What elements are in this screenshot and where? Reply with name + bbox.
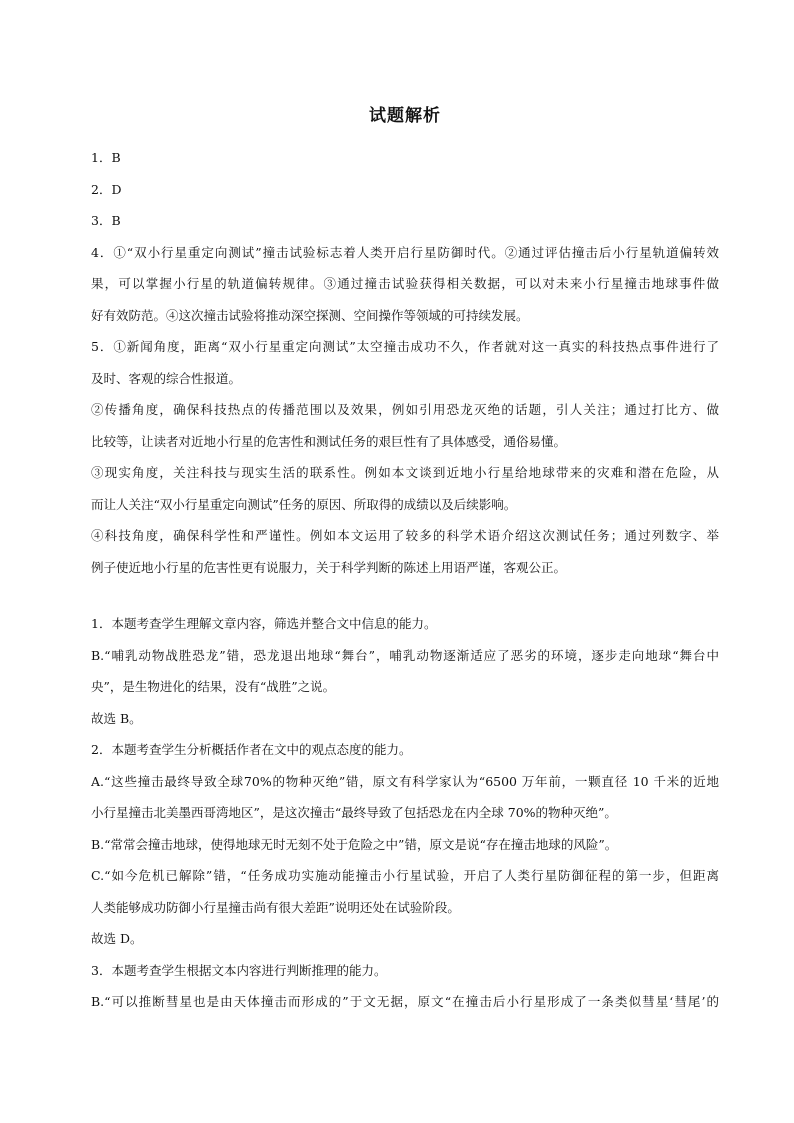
analysis-line-13: B.“可以推断彗星也是由天体撞击而形成的”于文无据，原文“在撞击后小行星形成了一条类似彗星‘彗尾’的 bbox=[91, 994, 719, 1009]
analysis-line-1: 1．本题考查学生理解文章内容，筛选并整合文中信息的能力。 bbox=[91, 616, 437, 631]
answer-3: 3．B bbox=[91, 213, 121, 228]
analysis-line-8: B.“常常会撞击地球，使得地球无时无刻不处于危险之中”错，原文是说“存在撞击地球的风险”。 bbox=[91, 836, 618, 852]
q4-line-3: 好有效防范。④这次撞击试验将推动深空探测、空间操作等领域的可持续发展。 bbox=[91, 307, 529, 323]
analysis-line-7: 小行星撞击北美墨西哥湾地区”，是这次撞击“最终导致了包括恐龙在内全球 70%的物种灭绝”。 bbox=[91, 805, 617, 820]
q5-line-7: ④科技角度，确保科学性和严谨性。例如本文运用了较多的科学术语介绍这次测试任务；通过列数字、举 bbox=[91, 528, 719, 543]
q5-line-3: ②传播角度，确保科技热点的传播范围以及效果，例如引用恐龙灭绝的话题，引人关注；通过打比方、做 bbox=[91, 402, 719, 417]
q4-line-1: 4．①“双小行星重定向测试”撞击试验标志着人类开启行星防御时代。②通过评估撞击后小行星轨道偏转效 bbox=[91, 244, 719, 260]
q5-line-6: 而让人关注“双小行星重定向测试”任务的原因、所取得的成绩以及后续影响。 bbox=[91, 496, 517, 512]
analysis-line-5: 2．本题考查学生分析概括作者在文中的观点态度的能力。 bbox=[91, 742, 412, 757]
q5-line-1: 5．①新闻角度，距离“双小行星重定向测试”太空撞击成功不久，作者就对这一真实的科技热点事件进行了 bbox=[91, 339, 719, 354]
q5-line-4: 比较等，让读者对近地小行星的危害性和测试任务的艰巨性有了具体感受，通俗易懂。 bbox=[91, 433, 567, 449]
q5-line-8: 例子使近地小行星的危害性更有说服力，关于科学判断的陈述上用语严谨，客观公正。 bbox=[91, 559, 567, 575]
analysis-line-6: A.“这些撞击最终导致全球70%的物种灭绝”错，原文有科学家认为“6500 万年前，一颗直径 10 千米的近地 bbox=[91, 773, 719, 789]
analysis-line-10: 人类能够成功防御小行星撞击尚有很大差距”说明还处在试验阶段。 bbox=[91, 899, 460, 915]
section-gap bbox=[91, 583, 719, 608]
analysis-line-3: 央”，是生物进化的结果，没有“战胜”之说。 bbox=[91, 679, 336, 694]
answer-1: 1．B bbox=[91, 150, 121, 165]
analysis-line-9: C.“如今危机已解除”错，“任务成功实施动能撞击小行星试验，开启了人类行星防御征程的第一步，但距离 bbox=[91, 868, 719, 883]
q5-line-5: ③现实角度，关注科技与现实生活的联系性。例如本文谈到近地小行星给地球带来的灾难和潜在危险，从 bbox=[91, 465, 719, 480]
analysis-line-2: B.“哺乳动物战胜恐龙”错，恐龙退出地球“舞台”，哺乳动物逐渐适应了恶劣的环境，逐步走向地球“舞台中 bbox=[91, 647, 719, 663]
document-page bbox=[91, 104, 719, 1018]
q5-line-2: 及时、客观的综合性报道。 bbox=[91, 370, 242, 386]
analysis-line-11: 故选 D。 bbox=[91, 931, 143, 946]
analysis-line-4: 故选 B。 bbox=[91, 710, 142, 726]
analysis-line-12: 3．本题考查学生根据文本内容进行判断推理的能力。 bbox=[91, 962, 387, 978]
q4-line-2: 果，可以掌握小行星的轨道偏转规律。③通过撞击试验获得相关数据，可以对未来小行星撞击地球事件做 bbox=[91, 276, 719, 291]
page-title: 试题解析 bbox=[369, 106, 441, 126]
answer-2: 2．D bbox=[91, 181, 122, 197]
